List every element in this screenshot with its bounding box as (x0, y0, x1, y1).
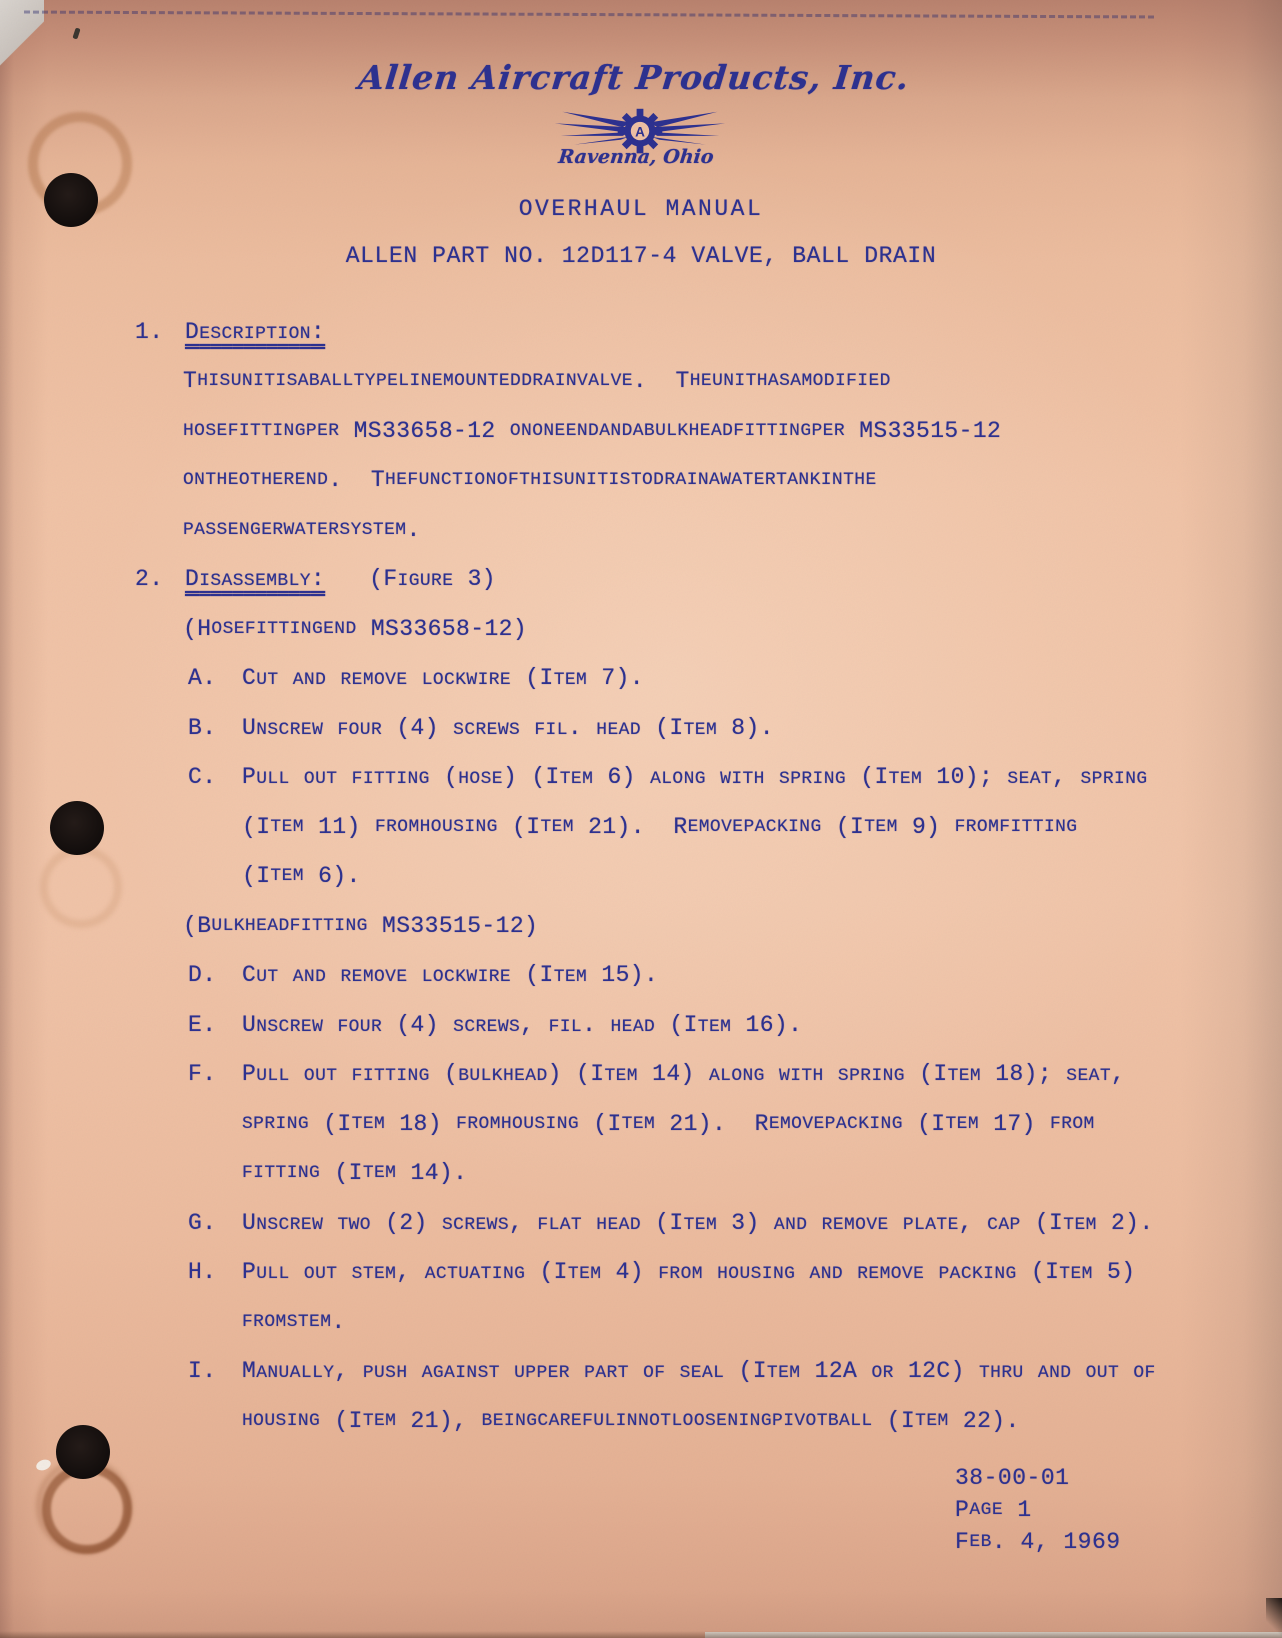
text-line-step: B. UNSCREW FOUR (4) SCREWS FIL. HEAD (ITEM 8). (188, 714, 774, 741)
page-footer (955, 1462, 1121, 1558)
text-line-heading: 1. DESCRIPTION: (135, 318, 326, 345)
paper-notch (35, 1458, 53, 1473)
text-line-step: C. PULL OUT FITTING (HOSE) (ITEM 6) ALONG WITH SPRING (ITEM 10); SEAT, SPRING (188, 764, 1148, 791)
text-line-para: P A S S E N G E R W A T E R S Y S T E M . (183, 516, 421, 543)
text-line-cont: S P R I N G (I T E M 18) F R O M H O U S I N G (I T E M 21). R E M O V E P A C K I N G (I T E M 17) F R O M (242, 1110, 1095, 1137)
text-line-step: D. CUT AND REMOVE LOCKWIRE (ITEM 15). (188, 962, 659, 989)
text-line-step: H. PULL OUT STEM, ACTUATING (ITEM 4) FROM HOUSING AND REMOVE PACKING (ITEM 5) (188, 1259, 1136, 1286)
text-line-cont: (I T E M 11) F R O M H O U S I N G (I T E M 21). R E M O V E P A C K I N G (I T E M 9) F R O M F I T T I N G (242, 813, 1078, 840)
bottom-right-corner-shadow (1266, 1598, 1282, 1638)
text-line-step: G. UNSCREW TWO (2) SCREWS, FLAT HEAD (ITEM 3) AND REMOVE PLATE, CAP (ITEM 2). (188, 1209, 1154, 1236)
top-edge-dashed-line (24, 11, 1154, 19)
text-line-para: H O S E F I T T I N G P E R MS33658-12 O N O N E E N D A N D A B U L K H E A D F I T T I N G P E R MS33515-12 (183, 417, 1002, 444)
text-line-cont: F I T T I N G (I T E M 14). (242, 1160, 468, 1187)
svg-text:A: A (635, 124, 645, 140)
text-line-heading: 2. DISASSEMBLY: (FIGURE 3) (135, 566, 496, 593)
document-title: OVERHAUL MANUAL (518, 196, 764, 222)
text-line-step: E. UNSCREW FOUR (4) SCREWS, FIL. HEAD (ITEM 16). (188, 1011, 803, 1038)
text-line-para: O N T H E O T H E R E N D . T H E F U N C T I O N O F T H I S U N I T I S T O D R A I N A W A T E R T A N K I N T H E (183, 467, 877, 494)
company-logo-script: Allen Aircraft Products, Inc. (356, 58, 912, 97)
ink-speck (72, 27, 80, 39)
text-line-cont: F R O M S T E M . (242, 1308, 346, 1335)
document-subtitle: ALLEN PART NO. 12D117-4 VALVE, BALL DRAIN (345, 243, 937, 269)
document-body (0, 307, 1282, 1446)
text-line-para: (B U L K H E A D F I T T I N G MS33515-12) (183, 912, 539, 939)
company-location: Ravenna, Ohio (557, 146, 715, 168)
text-line-step: F. PULL OUT FITTING (BULKHEAD) (ITEM 14) ALONG WITH SPRING (ITEM 18); SEAT, (188, 1061, 1126, 1088)
ata-chapter-code: 38-00-01 (955, 1465, 1070, 1491)
text-line-para: (H O S E F I T T I N G E N D MS33658-12) (183, 615, 528, 642)
page-number: P A G E 1 (955, 1497, 1032, 1523)
text-line-step: A. CUT AND REMOVE LOCKWIRE (ITEM 7). (188, 665, 645, 692)
bottom-edge-shadow (0, 1631, 1282, 1638)
text-line-cont: H O U S I N G (I T E M 21), B E I N G C A R E F U L I N N O T L O O S E N I N G P I V O T B A L L (I T E M 22). (242, 1407, 1020, 1434)
text-line-cont: (I T E M 6). (242, 863, 361, 890)
text-line-step: I. MANUALLY, PUSH AGAINST UPPER PART OF SEAL (ITEM 12A OR 12C) THRU AND OUT OF (188, 1358, 1156, 1385)
revision-date: F E B . 4, 1969 (955, 1529, 1121, 1555)
text-line-para: T H I S U N I T I S A B A L L T Y P E L I N E M O U N T E D D R A I N V A L V E . T H E U N I T H A S A M O D I F I E D (183, 368, 891, 395)
